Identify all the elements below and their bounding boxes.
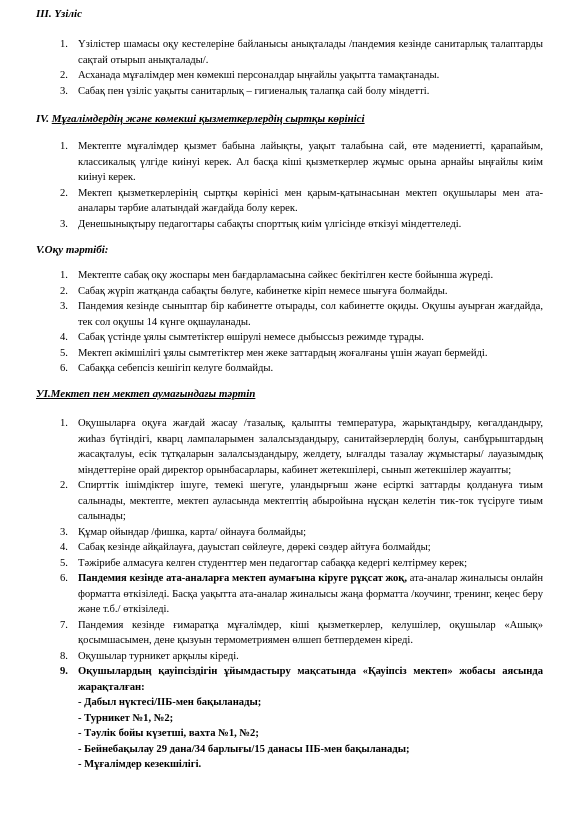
list-item [0,284,575,300]
list-item [0,540,575,556]
item-number: 4. [60,542,68,553]
section-3-list [0,37,575,99]
list-item [0,217,575,233]
item-text: Сабақ кезінде айқайлауға, дауыстап сөйлеуге, дөрекі сөздер айтуға болмайды; [78,542,431,553]
list-item [0,361,575,377]
section-4-list [0,139,575,232]
item-number: 8. [60,650,68,662]
item-text: Құмар ойындар /фишка, карта/ ойнауға болмайды; [78,526,307,538]
sub-item [0,742,575,758]
sub-item [0,726,575,742]
item-number: 7. [60,619,68,631]
item-number: 2. [60,285,68,297]
item-number: 3. [60,218,68,230]
item-text-bold: Пандемия кезінде ата-аналарға мектеп аумағына кіруге рұқсат жоқ, [78,573,408,584]
section-4-heading [36,112,365,128]
item-number: 3. [60,301,68,312]
section-5-heading [36,243,108,259]
section-3-heading [36,7,82,23]
list-item [0,299,575,330]
item-text: Мектепте сабақ оқу жоспары мен бағдарламасына сәйкес бекітілген кесте бойынша жүреді. [78,270,494,281]
sub-item [0,757,575,773]
item-number: 3. [60,85,68,97]
item-text: Спирттік ішімдіктер ішуге, темекі шегуге, уландырғыш және есірткі заттарды қолдануға тиым салынады, мектепте, мектеп ауласында мектептің абыройына нұсқан келетін тик-ток түсіруге тиым салынады; [78,480,543,522]
item-number: 1. [60,418,68,429]
item-number: 1. [60,141,68,152]
section-4-heading-prefix: IV. [36,113,52,125]
item-number: 6. [60,573,68,584]
item-text: Мектепте мұғалімдер қызмет бабына лайықты, уақыт талабына сай, өте мәдениетті, қарапайым, классикалық үлгіде киінуі керек. Ал басқа кіші қызметкерлер жұмыс орына арнайы ыңғайлы киім киінуі керек. [78,141,543,183]
section-6-list [0,416,575,773]
item-text: Пандемия кезінде сыныптар бір кабинетте отырады, сол кабинетте оқиды. Оқушы ауырған жағдайда, тек сол оқушы 14 күнге оқшауланады. [78,301,543,328]
sub-item-text: - Турникет №1, №2; [78,712,174,724]
section-6-heading [36,387,255,403]
list-item [0,525,575,541]
list-item [0,37,575,68]
item-text: Сабақ үстінде ұялы сымтетіктер өшірулі немесе дыбыссыз режимде тұрады. [78,332,424,343]
item-text: Оқушылардың қауіпсіздігін ұйымдастыру мақсатында «Қауіпсіз мектеп» жобасы аясында жарақталған: [78,666,543,693]
list-item [0,346,575,362]
list-item [0,571,575,618]
section-5-heading-text: V.Оқу тәртібі: [36,244,109,256]
list-item [0,416,575,478]
item-text: Асханада мұғалімдер мен көмекші персоналдар ыңғайлы уақытта тамақтанады. [78,70,440,81]
item-text: Оқушылар турникет арқылы кіреді. [78,650,239,662]
list-item [0,84,575,100]
item-text: Сабақ пен үзіліс уақыты санитарлық – гигиеналық талапқа сай болу міндетті. [78,85,430,97]
item-number: 5. [60,347,68,359]
item-number: 1. [60,270,68,281]
item-number: 9. [60,666,68,677]
sub-item [0,711,575,727]
item-number: 6. [60,363,68,374]
list-item [0,139,575,186]
item-text: Сабаққа себепсіз кешігіп келуге болмайды. [78,363,274,374]
list-item [0,664,575,695]
sub-item-text: - Бейнебақылау 29 дана/34 барлығы/15 данасы ІІБ-мен бақыланады; [78,743,410,755]
item-text: Оқушыларға оқуға жағдай жасау /тазалық, қалыпты температура, жарықтандыру, көгалдандыру, жиһаз бүтіндігі, кварц лампаларымен залалсыздандыру, санитайзерлердің болуы, санбұрыштардың жасақталуы, есік тұтқаларын залалсыздандыру, желдету, ылғалды тазалау жұмыстары/ лауазымдық міндеттеріне орай директор орынбасарлары, кабинет жетекшілері, сынып жетекшілер жауапты; [78,418,543,476]
item-number: 5. [60,557,68,569]
item-text: Үзілістер шамасы оқу кестелеріне байланысы анықталады /пандемия кезінде санитарлық талаптарды сақтай отырып анықталады/. [78,39,543,66]
sub-item-text: - Мұғалімдер кезекшілігі. [78,759,202,770]
item-number: 1. [60,39,68,50]
item-number: 2. [60,70,68,81]
sub-item-text: - Дабыл нүктесі/ІІБ-мен бақыланады; [78,697,262,708]
item-text: Тәжірибе алмасуға келген студенттер мен педагогтар сабаққа кедергі келтірмеу керек; [78,557,468,569]
list-item [0,649,575,665]
list-item [0,186,575,217]
item-text: Денешынықтыру педагогтары сабақты спорттық киім үлгісінде өткізуі міндеттеледі. [78,218,462,230]
section-4-heading-text: Мұғалімдердің және көмекші қызметкерлердің сыртқы көрінісі [51,113,365,125]
item-number: 2. [60,187,68,199]
item-text: Мектеп қызметкерлерінің сыртқы көрінісі мен қарым-қатынасынан мектеп оқушылары мен ата-аналары тәрбие алатындай жағдайда болу керек. [78,187,543,214]
section-5-list [0,268,575,377]
item-number: 3. [60,526,68,538]
item-text: Сабақ жүріп жатқанда сабақты бөлуге, кабинетке кіріп немесе шығуға болмайды. [78,285,448,297]
section-3-heading-text: III. Үзіліс [36,8,82,20]
list-item [0,478,575,525]
list-item [0,330,575,346]
item-number: 4. [60,332,68,343]
section-6-heading-text: УІ.Мектеп пен мектеп аумағындағы тәртіп [36,388,256,400]
sub-item-text: - Тәулік бойы күзетші, вахта №1, №2; [78,728,259,739]
item-number: 2. [60,480,68,491]
sub-item [0,695,575,711]
list-item [0,556,575,572]
list-item [0,68,575,84]
list-item [0,618,575,649]
list-item [0,268,575,284]
item-text: Пандемия кезінде ғимаратқа мұғалімдер, кіші қызметкерлер, келушілер, оқушылар «Ашық» қосымшасымен, дене қызуын термометриямен өлшеп бетпердемен кіреді. [78,619,543,646]
item-text: Мектеп әкімшілігі ұялы сымтетіктер мен жеке заттардың жоғалғаны үшін жауап бермейді. [78,347,488,359]
item-text: ата-аналар жиналысы онлайн форматта өткізіледі. Басқа уақытта ата-аналар жиналысы жаңа форматта /коучинг, тренинг, кеңес беру және т.б./ өткізіледі. [78,573,543,615]
